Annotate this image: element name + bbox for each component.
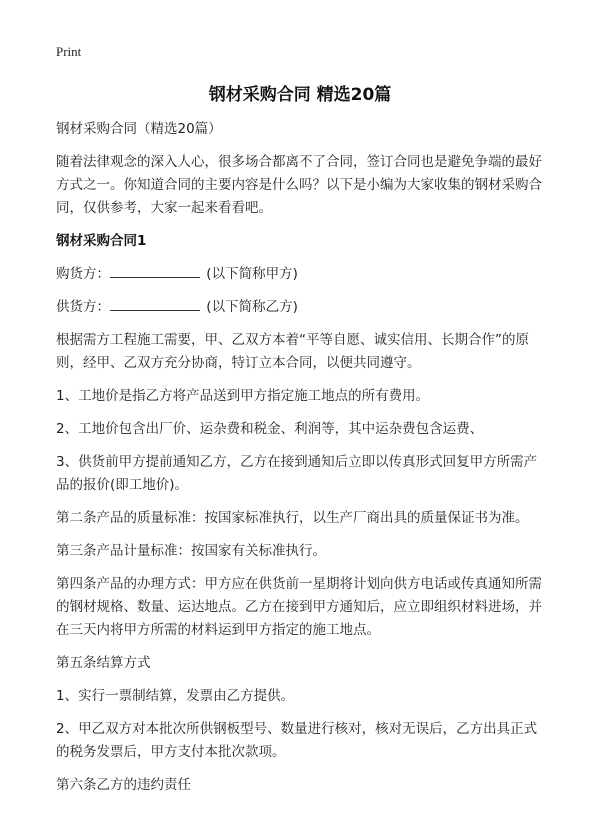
article-5-item-1: 1、实行一票制结算，发票由乙方提供。 xyxy=(56,688,295,704)
supplier-blank xyxy=(110,296,200,311)
supplier-label: 供货方： xyxy=(56,299,110,315)
clause-2: 2、工地价包含出厂价、运杂费和税金、利润等，其中运杂费包含运费、 xyxy=(56,421,484,437)
buyer-blank xyxy=(110,263,200,278)
article-4: 第四条产品的办理方式：甲方应在供货前一星期将计划向供方电话或传真通知所需的钢材规格、数量、运达地点。乙方在接到甲方通知后，应立即组织材料进场，并在三天内将甲方所需的材料运到甲方指定的施工地点。 xyxy=(56,576,542,638)
buyer-label: 购货方： xyxy=(56,266,110,282)
buyer-suffix: (以下简称甲方) xyxy=(206,266,298,282)
buyer-line xyxy=(56,263,548,286)
document-body xyxy=(56,118,548,807)
clause-1: 1、工地价是指乙方将产品送到甲方指定施工地点的所有费用。 xyxy=(56,388,430,404)
article-2: 第二条产品的质量标准：按国家标准执行，以生产厂商出具的质量保证书为准。 xyxy=(56,510,529,526)
article-5-heading: 第五条结算方式 xyxy=(56,655,151,671)
article-5-item-2: 2、甲乙双方对本批次所供钢板型号、数量进行核对，核对无误后，乙方出具正式的税务发票后，甲方支付本批次款项。 xyxy=(56,721,538,760)
preamble-paragraph: 根据需方工程施工需要，甲、乙双方本着“平等自愿、诚实信用、长期合作”的原则，经甲、乙双方充分协商，特订立本合同，以便共同遵守。 xyxy=(56,332,529,371)
article-3: 第三条产品计量标准：按国家有关标准执行。 xyxy=(56,543,326,559)
document-subtitle: 钢材采购合同（精选20篇） xyxy=(56,121,222,137)
page-title: 钢材采购合同 精选20篇 xyxy=(208,85,392,105)
supplier-line xyxy=(56,296,548,319)
clause-3: 3、供货前甲方提前通知乙方，乙方在接到通知后立即以传真形式回复甲方所需产品的报价(即工地价)。 xyxy=(56,454,538,493)
intro-paragraph: 随着法律观念的深入人心，很多场合都离不了合同，签订合同也是避免争端的最好方式之一。你知道合同的主要内容是什么吗？以下是小编为大家收集的钢材采购合同，仅供参考，大家一起来看看吧。 xyxy=(56,154,542,216)
supplier-suffix: (以下简称乙方) xyxy=(206,299,298,315)
section-heading: 钢材采购合同1 xyxy=(56,233,147,249)
print-link[interactable]: Print xyxy=(56,44,82,59)
article-6-heading: 第六条乙方的违约责任 xyxy=(56,777,191,793)
